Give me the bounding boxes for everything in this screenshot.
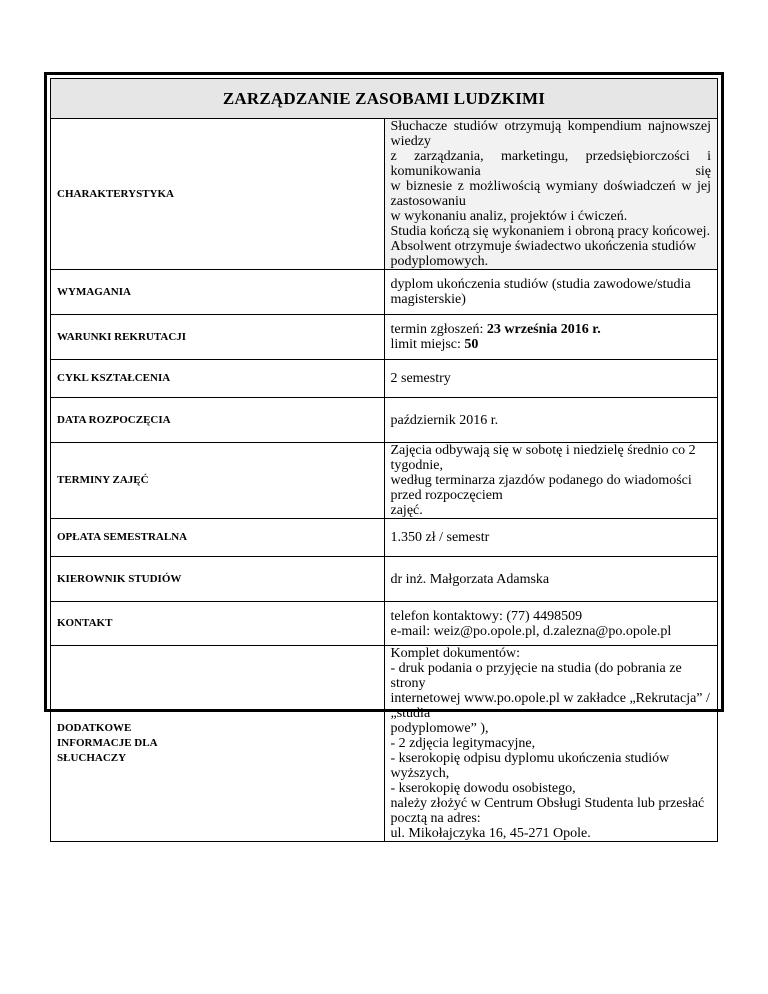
text-line: należy złożyć w Centrum Obsługi Studenta lub przesłać pocztą na adres: <box>390 796 705 826</box>
text-line: - druk podania o przyjęcie na studia (do pobrania ze strony <box>390 661 682 691</box>
text-line: Komplet dokumentów: <box>390 646 520 661</box>
value-dodatkowe <box>384 646 718 842</box>
text-line: Słuchacze studiów otrzymują kompendium najnowszej wiedzy <box>390 119 711 149</box>
label-kierownik: KIEROWNIK STUDIÓW <box>51 557 385 602</box>
label-line: INFORMACJE DLA <box>57 737 158 749</box>
text-line: z zarządzania, marketingu, przedsiębiorczości i komunikowania się <box>390 149 711 179</box>
text-line: podyplomowe” ), <box>390 721 489 736</box>
text-line: Absolwent otrzymuje świadectwo ukończenia studiów podyplomowych. <box>390 239 697 269</box>
value-cykl: 2 semestry <box>384 360 718 398</box>
text-line: w wykonaniu analiz, projektów i ćwiczeń. <box>390 209 628 224</box>
row-terminy <box>51 443 718 519</box>
value-wymagania: dyplom ukończenia studiów (studia zawodowe/studia magisterskie) <box>384 270 718 315</box>
value-oplata: 1.350 zł / semestr <box>384 519 718 557</box>
label-line: SŁUCHACZY <box>57 752 127 764</box>
text-line: Studia kończą się wykonaniem i obroną pracy końcowej. <box>390 224 711 239</box>
text-line: Zajęcia odbywają się w sobotę i niedzielę średnio co 2 tygodnie, <box>390 443 696 473</box>
row-kierownik <box>51 557 718 602</box>
text-line: ul. Mikołajczyka 16, 45-271 Opole. <box>390 826 591 841</box>
phone-line: telefon kontaktowy: (77) 4498509 <box>390 608 583 624</box>
row-wymagania <box>51 270 718 315</box>
value-kierownik: dr inż. Małgorzata Adamska <box>384 557 718 602</box>
limit-line <box>391 337 712 352</box>
row-cykl <box>51 360 718 398</box>
row-data <box>51 398 718 443</box>
limit-prefix: limit miejsc: <box>390 337 465 352</box>
label-line: DODATKOWE <box>57 722 132 734</box>
label-terminy: TERMINY ZAJĘĆ <box>51 443 385 519</box>
label-warunki: WARUNKI REKRUTACJI <box>51 315 385 360</box>
text-line: w biznesie z możliwością wymiany doświadczeń w jej zastosowaniu <box>390 179 711 209</box>
row-oplata <box>51 519 718 557</box>
text-line: - kserokopię odpisu dyplomu ukończenia studiów wyższych, <box>390 751 670 781</box>
limit-value: 50 <box>464 337 479 352</box>
value-terminy <box>384 443 718 519</box>
row-kontakt <box>51 602 718 646</box>
value-charakterystyka <box>384 119 718 270</box>
text-line: internetowej www.po.opole.pl w zakładce „Rekrutacja” / „studia <box>390 691 710 721</box>
label-cykl: CYKL KSZTAŁCENIA <box>51 360 385 398</box>
label-kontakt: KONTAKT <box>51 602 385 646</box>
label-oplata: OPŁATA SEMESTRALNA <box>51 519 385 557</box>
info-table <box>50 78 718 842</box>
text-line: - 2 zdjęcia legitymacyjne, <box>390 736 536 751</box>
page-title: ZARZĄDZANIE ZASOBAMI LUDZKIMI <box>51 79 718 119</box>
text-line: według terminarza zjazdów podanego do wiadomości przed rozpoczęciem <box>390 473 692 503</box>
value-data: październik 2016 r. <box>384 398 718 443</box>
label-data: DATA ROZPOCZĘCIA <box>51 398 385 443</box>
termin-prefix: termin zgłoszeń: <box>390 322 487 337</box>
label-charakterystyka: CHARAKTERYSTYKA <box>51 119 385 270</box>
row-warunki <box>51 315 718 360</box>
termin-line <box>391 322 712 337</box>
row-dodatkowe <box>51 646 718 842</box>
email-line: e-mail: weiz@po.opole.pl, d.zalezna@po.opole.pl <box>390 623 672 639</box>
label-wymagania: WYMAGANIA <box>51 270 385 315</box>
value-kontakt <box>384 602 718 646</box>
termin-date: 23 września 2016 r. <box>486 322 601 337</box>
row-charakterystyka <box>51 119 718 270</box>
label-dodatkowe <box>51 646 385 842</box>
title-row <box>51 79 718 119</box>
text-line: zajęć. <box>390 503 423 518</box>
value-warunki <box>384 315 718 360</box>
text-line: - kserokopię dowodu osobistego, <box>390 781 576 796</box>
